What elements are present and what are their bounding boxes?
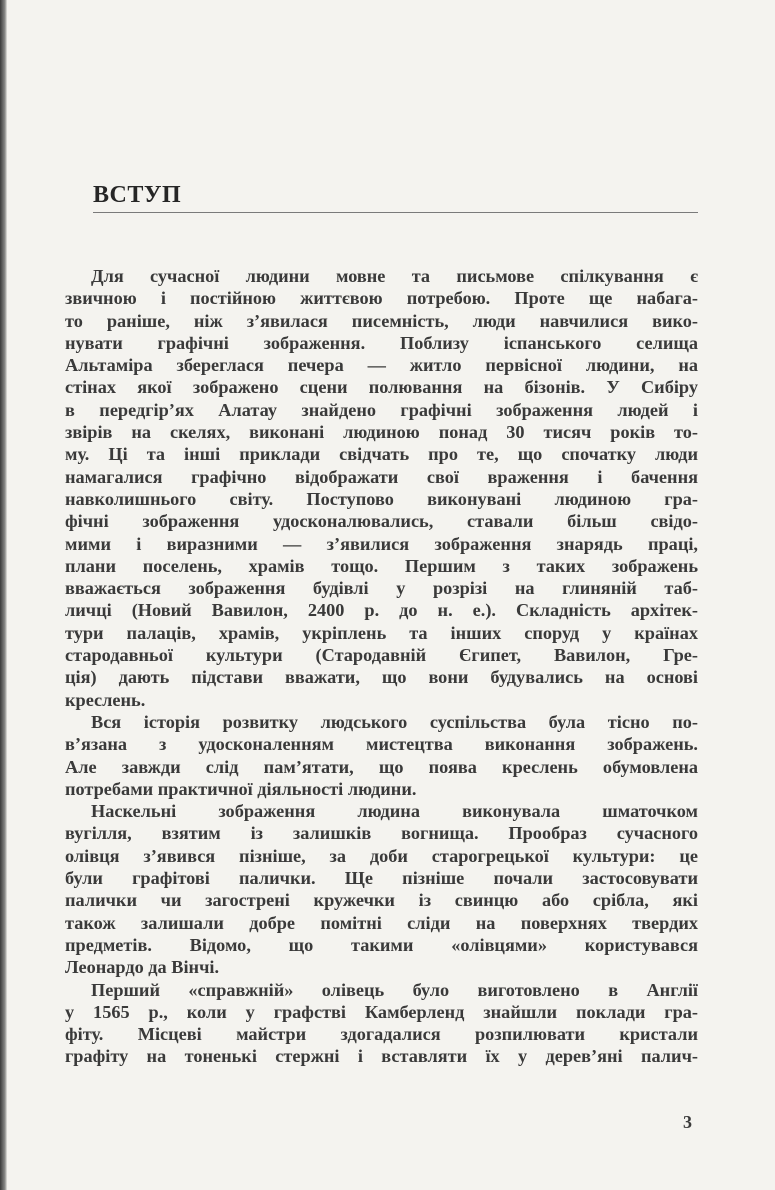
page-binding-edge [0,0,7,1190]
text-line: нувати графічні зображення. Поблизу іспанського селища [65,332,698,353]
text-line: Перший «справжній» олівець було виготовлено в Англії [91,979,698,1000]
text-line: Альтаміра збереглася печера — житло первісної людини, на [65,355,698,376]
text-line: графіту на тоненькі стержні і вставляти їх у дерев’яні палич- [65,1046,698,1067]
paragraph-3 [65,800,698,978]
text-line: навколишнього світу. Поступово виконувані людиною гра- [65,488,698,509]
chapter-heading [93,180,698,213]
chapter-title: ВСТУП [93,182,182,208]
text-line: звірів на скелях, виконані людиною понад 30 тисяч років то- [65,422,698,443]
text-line: були графітові палички. Ще пізніше почали застосовувати [65,868,698,889]
text-line: фічні зображення удосконалювались, ставали більш свідо- [65,511,698,532]
body-text [65,265,698,1068]
paragraph-2 [65,711,698,800]
text-line: також залишали добре помітні сліди на поверхнях твердих [65,912,698,933]
text-line: стінах якої зображено сцени полювання на бізонів. У Сибіру [65,377,698,398]
paragraph-4 [65,979,698,1068]
text-line: стародавньої культури (Стародавній Єгипет, Вавилон, Гре- [65,645,698,666]
text-line: Наскельні зображення людина виконувала шматочком [91,801,698,822]
text-line: намагалися графічно відображати свої враження і бачення [65,466,698,487]
text-line: у 1565 р., коли у графстві Камберленд знайшли поклади гра- [65,1001,698,1022]
text-line: тури палаців, храмів, укріплень та інших споруд у країнах [65,622,698,643]
text-line: вугілля, взятим із залишків вогнища. Прообраз сучасного [65,823,698,844]
text-line: в передгір’ях Алатау знайдено графічні зображення людей і [65,399,698,420]
text-line: мими і виразними — з’явилися зображення знарядь праці, [65,533,698,554]
text-line: в’язана з удосконаленням мистецтва виконання зображень. [65,734,698,755]
text-line: потребами практичної діяльності людини. [65,778,417,799]
text-line: вважається зображення будівлі у розрізі на глиняній таб- [65,578,698,599]
text-line: олівця з’явився пізніше, за доби старогрецької культури: це [65,845,698,866]
text-line: ція) дають підстави вважати, що вони будувались на основі [65,667,698,688]
text-line: предметів. Відомо, що такими «олівцями» користувався [65,934,698,955]
text-line: фіту. Місцеві майстри здогадалися розпилювати кристали [65,1024,698,1045]
text-line: Вся історія розвитку людського суспільства була тісно по- [91,711,698,732]
text-line: звичною і постійною життєвою потребою. Проте ще набага- [65,288,698,309]
text-line: Але завжди слід пам’ятати, що поява креслень обумовлена [65,756,698,777]
text-line: креслень. [65,689,146,710]
text-line: плани поселень, храмів тощо. Першим з таких зображень [65,555,698,576]
text-line: то раніше, ніж з’явилася писемність, люди навчилися вико- [65,310,698,331]
text-line: личці (Новий Вавилон, 2400 р. до н. е.). Складність архітек- [65,600,698,621]
text-line: Для сучасної людини мовне та письмове спілкування є [91,266,698,286]
paragraph-1 [65,265,698,711]
text-line: палички чи загострені кружечки із свинцю або срібла, які [65,890,698,911]
page-number: 3 [683,1112,692,1132]
text-line: му. Ці та інші приклади свідчать про те, що спочатку люди [65,444,698,465]
text-line: Леонардо да Вінчі. [65,957,220,978]
